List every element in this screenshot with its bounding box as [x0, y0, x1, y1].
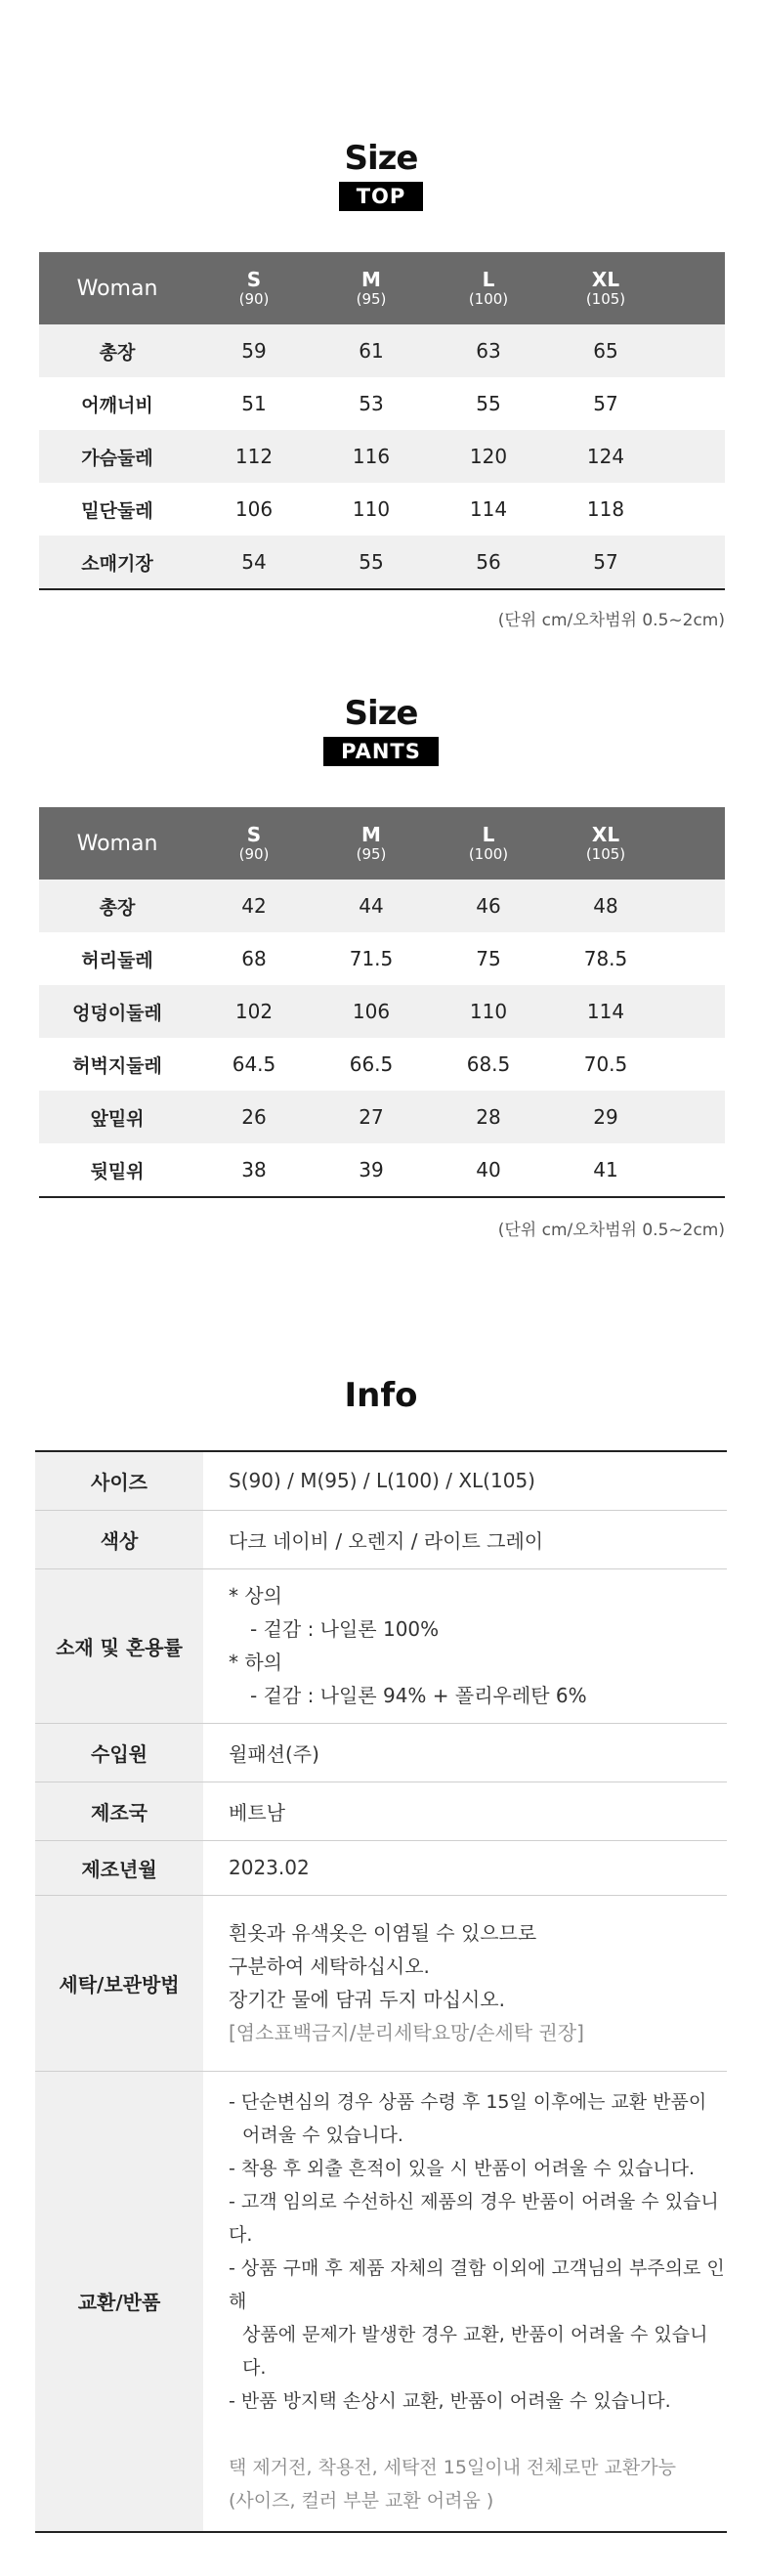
table-row	[39, 880, 725, 932]
cell: 48	[547, 880, 664, 932]
cell: 71.5	[313, 932, 430, 985]
cell: 41	[547, 1143, 664, 1197]
exchange-line: - 착용 후 외출 흔적이 있을 시 반품이 어려울 수 있습니다.	[229, 2157, 696, 2179]
info-value: S(90) / M(95) / L(100) / XL(105)	[203, 1451, 727, 1510]
cell: 28	[430, 1091, 547, 1143]
cell: 54	[195, 536, 313, 589]
table-row	[39, 1091, 725, 1143]
exchange-line: 어려울 수 있습니다.	[242, 2124, 403, 2146]
cell-spacer	[664, 1038, 725, 1091]
top-size-header-row	[39, 252, 725, 324]
info-label: 사이즈	[35, 1451, 203, 1510]
cell: 27	[313, 1091, 430, 1143]
info-label: 교환/반품	[35, 2071, 203, 2532]
table-row	[39, 1038, 725, 1091]
pants-size-title: Size	[344, 694, 418, 733]
pants-badge: PANTS	[323, 737, 439, 766]
cell: 61	[313, 324, 430, 377]
pants-header-spacer	[664, 807, 725, 880]
pants-header-m: M (95)	[313, 807, 430, 880]
cell: 40	[430, 1143, 547, 1197]
top-header-m: M (95)	[313, 252, 430, 324]
top-header-xl: XL (105)	[547, 252, 664, 324]
cell-spacer	[664, 1143, 725, 1197]
row-label: 허벅지둘레	[39, 1038, 195, 1091]
pants-header-l: L (100)	[430, 807, 547, 880]
cell-spacer	[664, 324, 725, 377]
info-label: 색상	[35, 1510, 203, 1568]
row-label: 소매기장	[39, 536, 195, 589]
material-line: - 겉감 : 나일론 100%	[250, 1617, 440, 1641]
top-header-woman: Woman	[39, 252, 195, 324]
cell: 26	[195, 1091, 313, 1143]
exchange-gap	[229, 2418, 726, 2451]
cell: 66.5	[313, 1038, 430, 1091]
pants-header-s: S (90)	[195, 807, 313, 880]
cell-spacer	[664, 483, 725, 536]
row-label: 어깨너비	[39, 377, 195, 430]
top-badge: TOP	[339, 182, 424, 211]
cell: 118	[547, 483, 664, 536]
care-line: 구분하여 세탁하십시오.	[229, 1954, 430, 1978]
pants-unit-note: (단위 cm/오차범위 0.5~2cm)	[497, 1221, 725, 1240]
info-value: 2023.02	[203, 1840, 727, 1895]
cell: 51	[195, 377, 313, 430]
top-unit-note: (단위 cm/오차범위 0.5~2cm)	[497, 611, 725, 630]
care-line: [염소표백금지/분리세탁요망/손세탁 권장]	[229, 2021, 584, 2044]
material-line: * 하의	[229, 1651, 282, 1674]
pants-header-woman: Woman	[39, 807, 195, 880]
row-label: 허리둘레	[39, 932, 195, 985]
row-label: 총장	[39, 324, 195, 377]
exchange-line: - 상품 구매 후 제품 자체의 결함 이외에 고객님의 부주의로 인해	[229, 2256, 725, 2312]
cell-spacer	[664, 880, 725, 932]
cell: 110	[313, 483, 430, 536]
cell: 102	[195, 985, 313, 1038]
material-line: * 상의	[229, 1584, 282, 1608]
cell: 29	[547, 1091, 664, 1143]
cell: 112	[195, 430, 313, 483]
top-size-table	[39, 252, 725, 590]
info-value: 다크 네이비 / 오렌지 / 라이트 그레이	[203, 1510, 727, 1568]
info-row-size	[35, 1451, 727, 1510]
info-row-date	[35, 1840, 727, 1895]
info-value-exchange	[203, 2071, 727, 2532]
info-title: Info	[344, 1376, 418, 1415]
cell: 44	[313, 880, 430, 932]
table-row	[39, 1143, 725, 1197]
info-label: 수입원	[35, 1723, 203, 1782]
cell: 39	[313, 1143, 430, 1197]
info-row-care	[35, 1895, 727, 2071]
exchange-line: - 고객 임의로 수선하신 제품의 경우 반품이 어려울 수 있습니다.	[229, 2190, 719, 2246]
cell-spacer	[664, 985, 725, 1038]
cell: 65	[547, 324, 664, 377]
cell-spacer	[664, 932, 725, 985]
material-line: - 겉감 : 나일론 94% + 폴리우레탄 6%	[250, 1684, 587, 1707]
row-label: 가슴둘레	[39, 430, 195, 483]
top-size-heading	[0, 139, 762, 211]
top-header-l: L (100)	[430, 252, 547, 324]
table-row	[39, 377, 725, 430]
cell: 63	[430, 324, 547, 377]
cell: 106	[195, 483, 313, 536]
table-row	[39, 430, 725, 483]
table-row	[39, 324, 725, 377]
cell: 120	[430, 430, 547, 483]
row-label: 총장	[39, 880, 195, 932]
care-line: 장기간 물에 담궈 두지 마십시오.	[229, 1988, 505, 2011]
top-size-title: Size	[344, 139, 418, 178]
exchange-line: 상품에 문제가 발생한 경우 교환, 반품이 어려울 수 있습니다.	[242, 2323, 708, 2379]
cell: 55	[313, 536, 430, 589]
pants-header-xl: XL (105)	[547, 807, 664, 880]
row-label: 엉덩이둘레	[39, 985, 195, 1038]
row-label: 앞밑위	[39, 1091, 195, 1143]
pants-size-table	[39, 807, 725, 1198]
row-label: 뒷밑위	[39, 1143, 195, 1197]
cell: 70.5	[547, 1038, 664, 1091]
info-label: 제조국	[35, 1782, 203, 1840]
cell: 42	[195, 880, 313, 932]
info-row-exchange	[35, 2071, 727, 2532]
top-header-spacer	[664, 252, 725, 324]
cell: 64.5	[195, 1038, 313, 1091]
exchange-note: 택 제거전, 착용전, 세탁전 15일이내 전체로만 교환가능	[229, 2456, 676, 2478]
exchange-line: - 단순변심의 경우 상품 수령 후 15일 이후에는 교환 반품이	[229, 2090, 707, 2113]
cell: 57	[547, 377, 664, 430]
info-label: 소재 및 혼용률	[35, 1568, 203, 1723]
cell-spacer	[664, 1091, 725, 1143]
cell: 110	[430, 985, 547, 1038]
info-label: 세탁/보관방법	[35, 1895, 203, 2071]
cell: 114	[430, 483, 547, 536]
cell: 68	[195, 932, 313, 985]
cell: 38	[195, 1143, 313, 1197]
cell: 114	[547, 985, 664, 1038]
info-value-material	[203, 1568, 727, 1723]
exchange-note: (사이즈, 컬러 부분 교환 어려움 )	[229, 2489, 494, 2512]
info-row-origin	[35, 1782, 727, 1840]
info-row-color	[35, 1510, 727, 1568]
cell: 75	[430, 932, 547, 985]
table-row	[39, 985, 725, 1038]
care-line: 흰옷과 유색옷은 이염될 수 있으므로	[229, 1921, 537, 1945]
pants-size-header-row	[39, 807, 725, 880]
top-header-s: S (90)	[195, 252, 313, 324]
cell: 116	[313, 430, 430, 483]
cell: 55	[430, 377, 547, 430]
info-row-importer	[35, 1723, 727, 1782]
table-row	[39, 483, 725, 536]
exchange-line: - 반품 방지택 손상시 교환, 반품이 어려울 수 있습니다.	[229, 2389, 671, 2412]
table-row	[39, 536, 725, 589]
cell: 106	[313, 985, 430, 1038]
info-value: 베트남	[203, 1782, 727, 1840]
cell-spacer	[664, 377, 725, 430]
cell: 78.5	[547, 932, 664, 985]
info-table	[35, 1450, 727, 2533]
cell: 57	[547, 536, 664, 589]
row-label: 밑단둘레	[39, 483, 195, 536]
info-row-material	[35, 1568, 727, 1723]
cell: 53	[313, 377, 430, 430]
cell-spacer	[664, 430, 725, 483]
cell: 59	[195, 324, 313, 377]
info-value: 윌패션(주)	[203, 1723, 727, 1782]
pants-size-heading	[0, 694, 762, 766]
info-value-care	[203, 1895, 727, 2071]
cell: 124	[547, 430, 664, 483]
cell: 56	[430, 536, 547, 589]
cell: 46	[430, 880, 547, 932]
cell: 68.5	[430, 1038, 547, 1091]
table-row	[39, 932, 725, 985]
info-label: 제조년월	[35, 1840, 203, 1895]
cell-spacer	[664, 536, 725, 589]
